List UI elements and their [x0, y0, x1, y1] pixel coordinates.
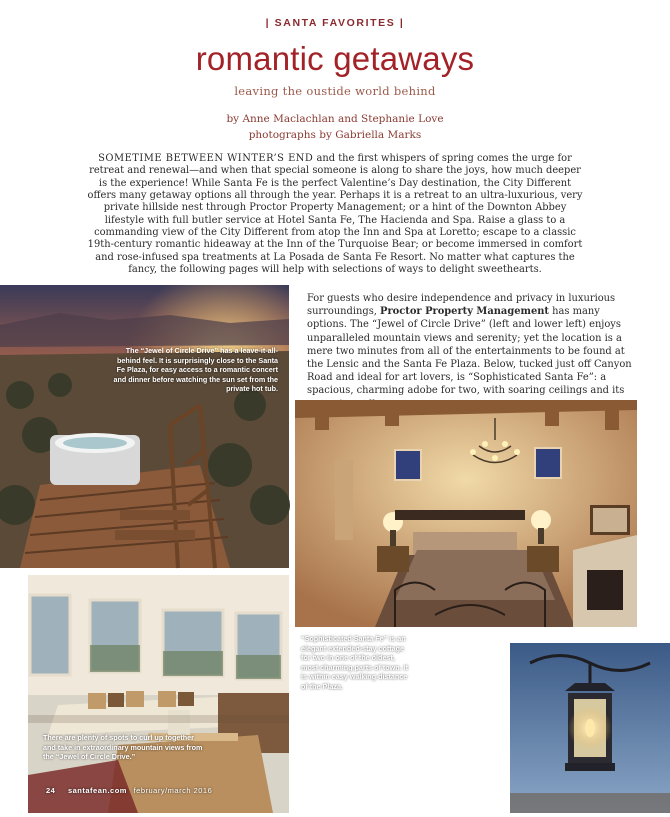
bedroom-photo [295, 400, 637, 691]
intro-paragraph [86, 153, 584, 276]
site-url: santafean.com [67, 786, 127, 795]
page-number: 24 [46, 786, 56, 795]
living-room-caption: There are plenty of spots to curl up together and take in extraordinary mountain views from the “Jewel of Circle Drive.” [43, 733, 203, 762]
intro-text: and the first whispers of spring comes the urge for retreat and renewal—and when that special someone is along to share the joys, how much deeper is the experience! While Santa Fe is the perfect Valentine’s Day destination, the City Different offers many getaway options all through the year. Perhaps it is a retreat to an ultra-luxurious, very private hillside nest through Proctor Property Management; or a hint of the Downton Abbey lifestyle with full butler service at Hotel Santa Fe, The Hacienda and Spa. Raise a glass to a commanding view of the City Different from atop the Inn and Spa at Loretto; escape to a classic 19th-century romantic hideaway at the Inn of the Turquoise Bear; or become immersed in comfort and rose-infused spa treatments at La Posada de Santa Fe Resort. No matter what captures the fancy, the following pages will help with selections of ways to delight sweethearts. [87, 153, 583, 276]
living-room-photo [28, 575, 289, 813]
section-tag: | SANTA FAVORITES | [265, 17, 405, 29]
lantern-photo [510, 643, 670, 813]
body-paragraph [307, 292, 642, 411]
intro-lead: SOMETIME BETWEEN WINTER’S END [98, 153, 314, 164]
authors: by Anne Maclachlan and Stephanie Love [226, 113, 444, 125]
hot-tub-photo [0, 285, 289, 568]
photo-credit: photographs by Gabriella Marks [248, 129, 422, 141]
body-text-start: For guests who desire independence and privacy in luxurious surroundings, [307, 293, 616, 318]
article-subtitle: leaving the oustide world behind [234, 84, 436, 98]
article-title: romantic getaways [195, 40, 475, 77]
issue-date: february/march 2016 [133, 786, 213, 795]
hot-tub-caption: The “Jewel of Circle Drive” has a leave-it-all-behind feel. It is surprisingly close to the Santa Fe Plaza, for easy access to a romantic concert and dinner before watching the sun set from the private hot tub. [113, 346, 278, 394]
company-name: Proctor Property Management [380, 306, 549, 318]
body-text-rest: has many options. The “Jewel of Circle Drive” (left and lower left) enjoys unparalleled mountain views and serenity; yet the location is a mere two minutes from all of the entertainments to be found at the Lensic and the Santa Fe Plaza. Below, tucked just off Canyon Road and ideal for art lovers, is “Sophisticated Santa Fe”: a spacious, charming adobe for two, with soaring ceilings and its [307, 306, 632, 397]
byline [0, 111, 670, 143]
bedroom-caption: “Sophisticated Santa Fe” is an elegant extended-stay cottage for two in one of the oldest, most charming parts of town. It is within easy walking distance of the Plaza. [301, 634, 409, 691]
page-footer [46, 786, 212, 795]
